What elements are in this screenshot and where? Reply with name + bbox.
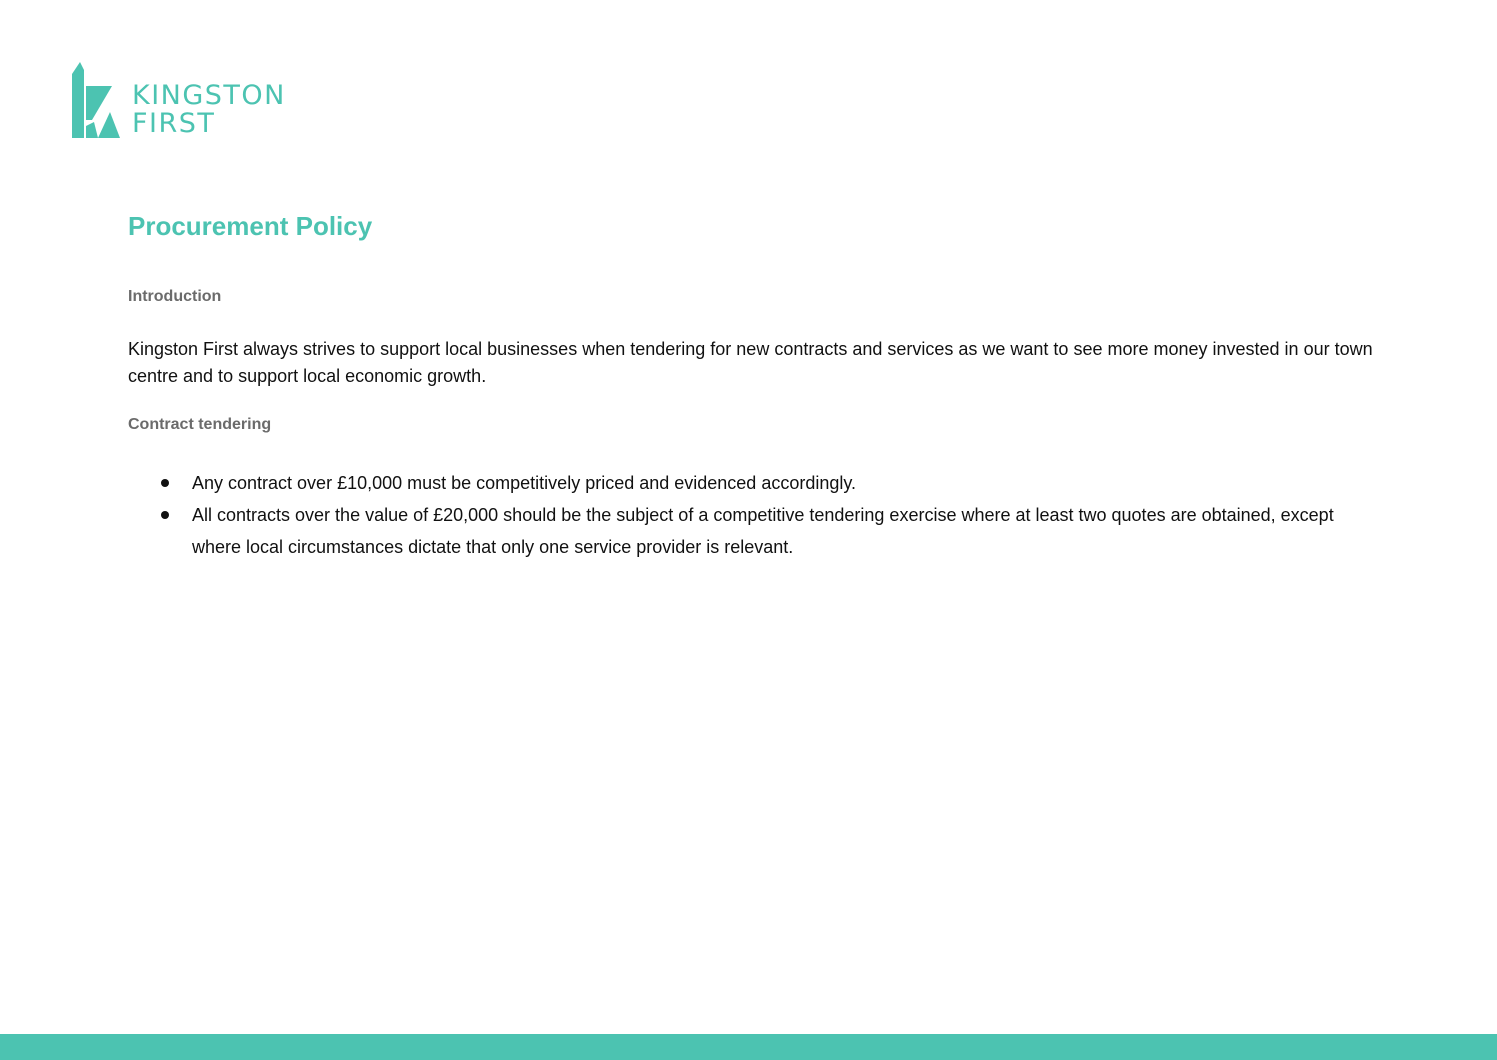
list-item-text: All contracts over the value of £20,000 should be the subject of a competitive tendering exercise where at least two quotes are obtained, except where local circumstances dictate that only one service provider is relevant. — [192, 505, 1334, 557]
bullet-icon — [161, 479, 169, 487]
kingston-first-logo-mark-icon — [72, 62, 124, 140]
list-item — [128, 467, 1373, 499]
section-heading-contract-tendering: Contract tendering — [128, 416, 272, 433]
footer-accent-bar — [0, 1034, 1497, 1060]
logo-wordmark-line1: KINGSTON — [132, 80, 286, 111]
logo-wordmark — [132, 82, 286, 138]
kingston-first-logo — [72, 62, 322, 142]
page-title: Procurement Policy — [128, 211, 373, 241]
section-heading-introduction: Introduction — [128, 288, 222, 305]
list-item — [128, 499, 1373, 563]
bullet-icon — [161, 511, 169, 519]
list-item-text: Any contract over £10,000 must be competitively priced and evidenced accordingly. — [192, 473, 857, 493]
logo-wordmark-line2: FIRST — [132, 108, 216, 139]
introduction-paragraph: Kingston First always strives to support local businesses when tendering for new contracts and services as we want to see more money invested in our town centre and to support local economic growth. — [128, 339, 1373, 386]
contract-tendering-list — [128, 467, 1373, 563]
